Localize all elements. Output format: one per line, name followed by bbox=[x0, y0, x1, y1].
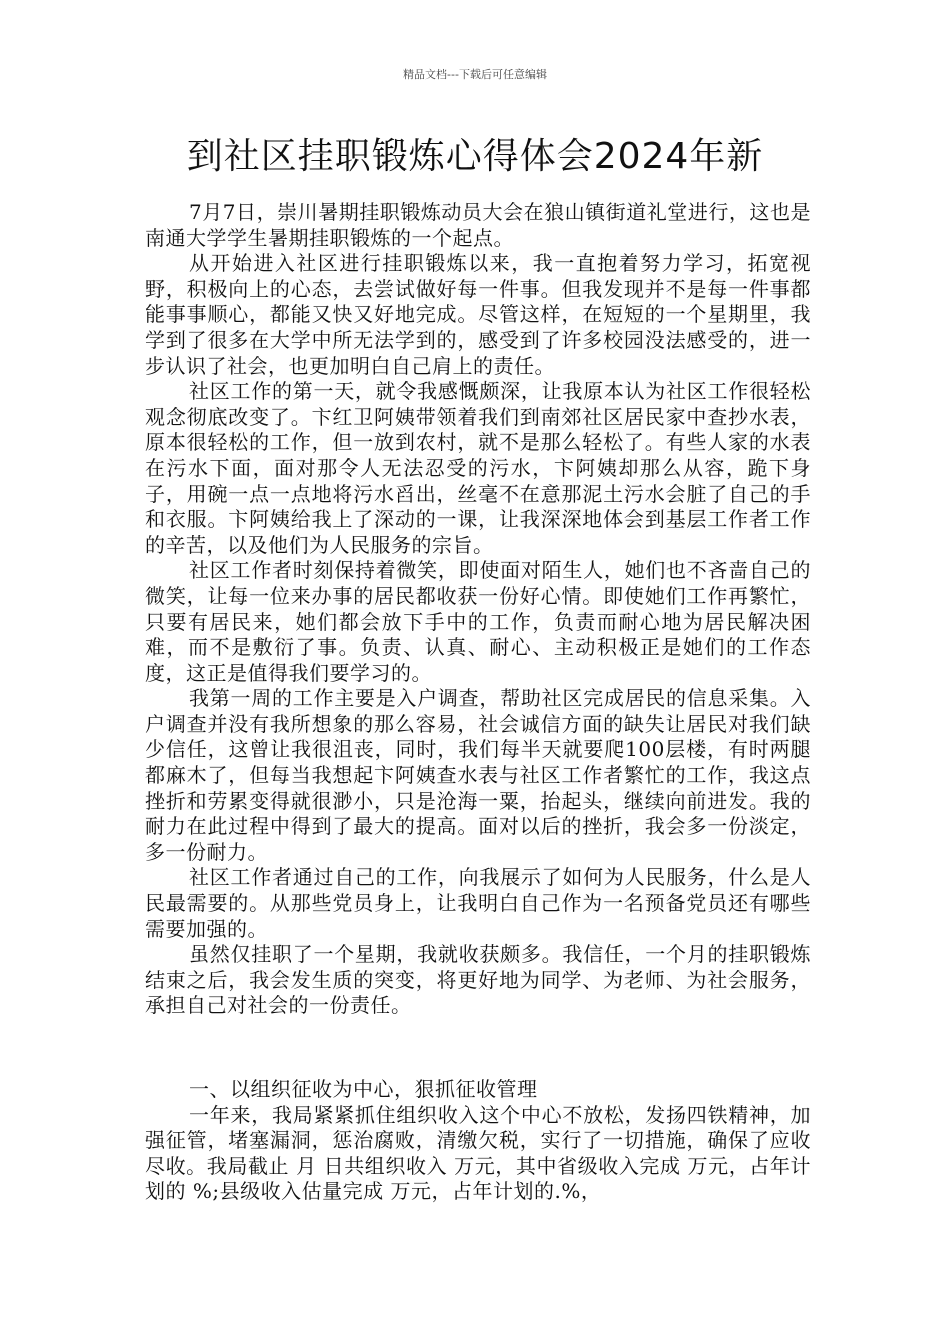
paragraph: 7月7日，崇川暑期挂职锻炼动员大会在狼山镇街道礼堂进行，这也是南通大学学生暑期挂职锻炼的一个起点。 bbox=[145, 200, 811, 250]
document-title: 到社区挂职锻炼心得体会2024年新 bbox=[186, 136, 764, 177]
document-body bbox=[145, 200, 811, 1205]
paragraph: 虽然仅挂职了一个星期，我就收获颇多。我信任，一个月的挂职锻炼结束之后，我会发生质的突变，将更好地为同学、为老师、为社会服务，承担自己对社会的一份责任。 bbox=[145, 942, 811, 1018]
paragraph: 从开始进入社区进行挂职锻炼以来，我一直抱着努力学习，拓宽视野，积极向上的心态，去尝试做好每一件事。但我发现并不是每一件事都能事事顺心，都能又快又好地完成。尽管这样，在短短的一个星期里，我学到了很多在大学中所无法学到的，感受到了许多校园没法感受的，进一步认识了社会，也更加明白自己肩上的责任。 bbox=[145, 251, 811, 378]
section-gap bbox=[145, 1019, 811, 1077]
paragraph: 社区工作者通过自己的工作，向我展示了如何为人民服务，什么是人民最需要的。从那些党员身上，让我明白自己作为一名预备党员还有哪些需要加强的。 bbox=[145, 865, 811, 941]
header-note: 精品文档---下载后可任意编辑 bbox=[403, 68, 547, 81]
paragraph: 我第一周的工作主要是入户调查，帮助社区完成居民的信息采集。入户调查并没有我所想象的那么容易，社会诚信方面的缺失让居民对我们缺少信任，这曾让我很沮丧，同时，我们每半天就要爬100层楼，有时两腿都麻木了，但每当我想起卞阿姨查水表与社区工作者繁忙的工作，我这点挫折和劳累变得就很渺小，只是沧海一粟，抬起头，继续向前进发。我的耐力在此过程中得到了最大的提高。面对以后的挫折，我会多一份淡定，多一份耐力。 bbox=[145, 686, 811, 864]
paragraph: 社区工作的第一天，就令我感慨颇深，让我原本认为社区工作很轻松观念彻底改变了。卞红卫阿姨带领着我们到南郊社区居民家中查抄水表，原本很轻松的工作，但一放到农村，就不是那么轻松了。有些人家的水表在污水下面，面对那令人无法忍受的污水，卞阿姨却那么从容，跪下身子，用碗一点一点地将污水舀出，丝毫不在意那泥土污水会脏了自己的手和衣服。卞阿姨给我上了深动的一课，让我深深地体会到基层工作者工作的辛苦，以及他们为人民服务的宗旨。 bbox=[145, 379, 811, 557]
paragraph: 社区工作者时刻保持着微笑，即使面对陌生人，她们也不吝啬自己的微笑，让每一位来办事的居民都收获一份好心情。即使她们工作再繁忙，只要有居民来，她们都会放下手中的工作，负责而耐心地为居民解决困难，而不是敷衍了事。负责、认真、耐心、主动积极正是她们的工作态度，这正是值得我们要学习的。 bbox=[145, 558, 811, 685]
paragraph: 一年来，我局紧紧抓住组织收入这个中心不放松，发扬四铁精神，加强征管，堵塞漏洞，惩治腐败，清缴欠税，实行了一切措施，确保了应收尽收。我局截止 月 日共组织收入 万元，其中省级收入完成 万元，占年计划的 %;县级收入估量完成 万元，占年计划的.%， bbox=[145, 1102, 811, 1204]
section-heading: 一、以组织征收为中心，狠抓征收管理 bbox=[189, 1077, 538, 1101]
